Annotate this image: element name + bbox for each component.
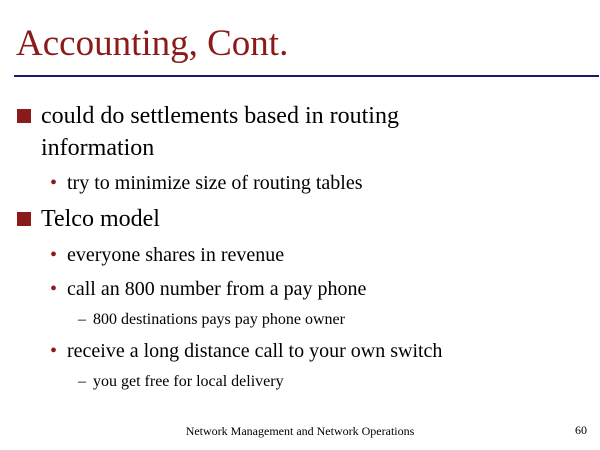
square-bullet-icon [17,109,31,123]
sub-bullet-text: try to minimize size of routing tables [67,172,363,194]
dot-bullet-icon: • [50,340,58,362]
sub-sub-bullet-text: you get free for local delivery [93,373,284,390]
slide-title: Accounting, Cont. [16,23,289,64]
title-divider [14,75,599,77]
dot-bullet-icon: • [50,278,58,300]
dash-bullet-icon: – [78,373,86,390]
bullet-text: could do settlements based in routing [41,103,399,129]
dash-bullet-icon: – [78,311,86,328]
dot-bullet-icon: • [50,244,58,266]
bullet-text-continued: information [41,135,155,161]
sub-bullet-text: call an 800 number from a pay phone [67,278,367,300]
square-bullet-icon [17,212,31,226]
sub-bullet-text: everyone shares in revenue [67,244,285,266]
bullet-text: Telco model [41,206,160,232]
sub-sub-bullet-text: 800 destinations pays pay phone owner [93,311,345,328]
slide-footer: Network Management and Network Operations [185,424,415,438]
page-number: 60 [575,423,587,437]
dot-bullet-icon: • [50,172,58,194]
sub-bullet-text: receive a long distance call to your own switch [67,340,443,362]
